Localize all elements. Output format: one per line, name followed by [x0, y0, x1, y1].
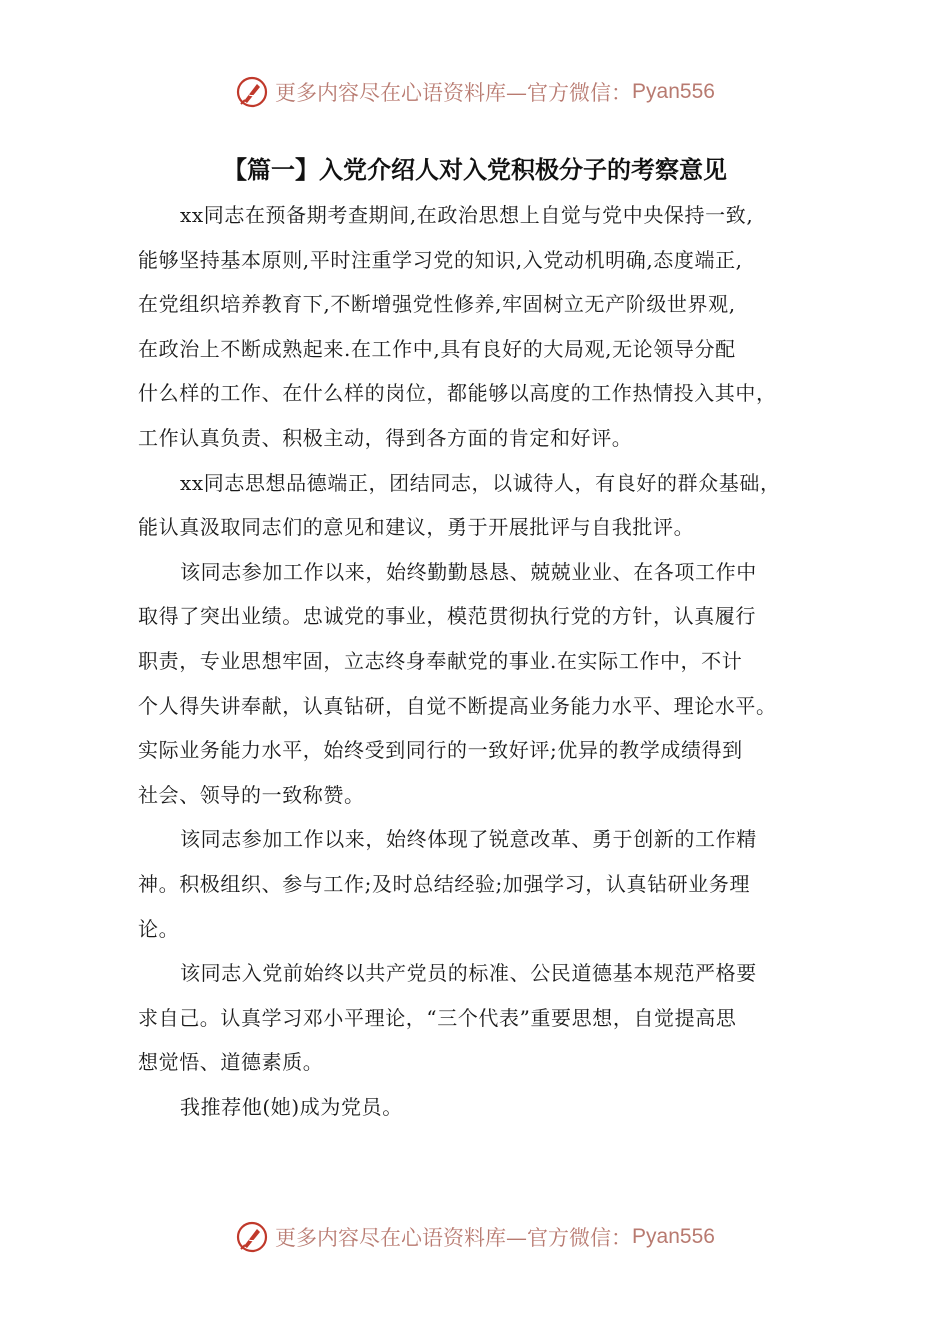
watermark-text: 更多内容尽在心语资料库—官方微信：: [275, 81, 633, 105]
paragraph-line: 能够坚持基本原则,平时注重学习党的知识,入党动机明确,态度端正,: [138, 247, 743, 272]
paragraph-line: 我推荐他(她)成为党员。: [180, 1094, 403, 1119]
paragraph-line: 论。: [138, 916, 180, 941]
paragraph-line: 取得了突出业绩。忠诚党的事业，模范贯彻执行党的方针，认真履行: [138, 604, 756, 629]
paragraph-line: 求自己。认真学习邓小平理论，“三个代表”重要思想，自觉提高思: [138, 1005, 737, 1030]
footer-watermark: [0, 1217, 950, 1257]
paragraph-line: 该同志参加工作以来，始终体现了锐意改革、勇于创新的工作精: [180, 827, 757, 852]
paragraph-line: 神。积极组织、参与工作;及时总结经验;加强学习，认真钻研业务理: [138, 871, 751, 896]
paragraph-line: 想觉悟、道德素质。: [138, 1050, 324, 1075]
paragraph-line: 在党组织培养教育下,不断增强党性修养,牢固树立无产阶级世界观,: [138, 292, 736, 317]
paragraph-line: 个人得失讲奉献，认真钻研，自觉不断提高业务能力水平、理论水平。: [138, 693, 777, 718]
watermark-id: Pyan556: [632, 80, 715, 103]
watermark-text: 更多内容尽在心语资料库—官方微信：: [275, 1226, 633, 1250]
paragraph-line: xx同志在预备期考查期间,在政治思想上自觉与党中央保持一致,: [180, 203, 754, 227]
paragraph-line: 社会、领导的一致称赞。: [138, 782, 365, 807]
quill-logo-icon: [235, 75, 269, 109]
paragraph-line: 能认真汲取同志们的意见和建议，勇于开展批评与自我批评。: [138, 515, 695, 540]
watermark-id: Pyan556: [632, 1225, 715, 1248]
document-body: [138, 193, 828, 1129]
paragraph-line: 该同志入党前始终以共产党员的标准、公民道德基本规范严格要: [180, 961, 757, 986]
paragraph-line: 职责，专业思想牢固，立志终身奉献党的事业.在实际工作中，不计: [138, 648, 743, 673]
header-watermark: [0, 72, 950, 112]
paragraph-line: 该同志参加工作以来，始终勤勤恳恳、兢兢业业、在各项工作中: [180, 559, 757, 584]
quill-logo-icon: [235, 1220, 269, 1254]
document-title: 【篇一】入党介绍人对入党积极分子的考察意见: [223, 156, 727, 184]
paragraph-line: 在政治上不断成熟起来.在工作中,具有良好的大局观,无论领导分配: [138, 336, 736, 361]
paragraph-line: 工作认真负责、积极主动，得到各方面的肯定和好评。: [138, 425, 633, 450]
paragraph-line: 实际业务能力水平，始终受到同行的一致好评;优异的教学成绩得到: [138, 738, 743, 763]
paragraph-line: xx同志思想品德端正，团结同志，以诚待人，有良好的群众基础，: [180, 470, 781, 495]
paragraph-line: 什么样的工作、在什么样的岗位，都能够以高度的工作热情投入其中，: [138, 381, 777, 406]
